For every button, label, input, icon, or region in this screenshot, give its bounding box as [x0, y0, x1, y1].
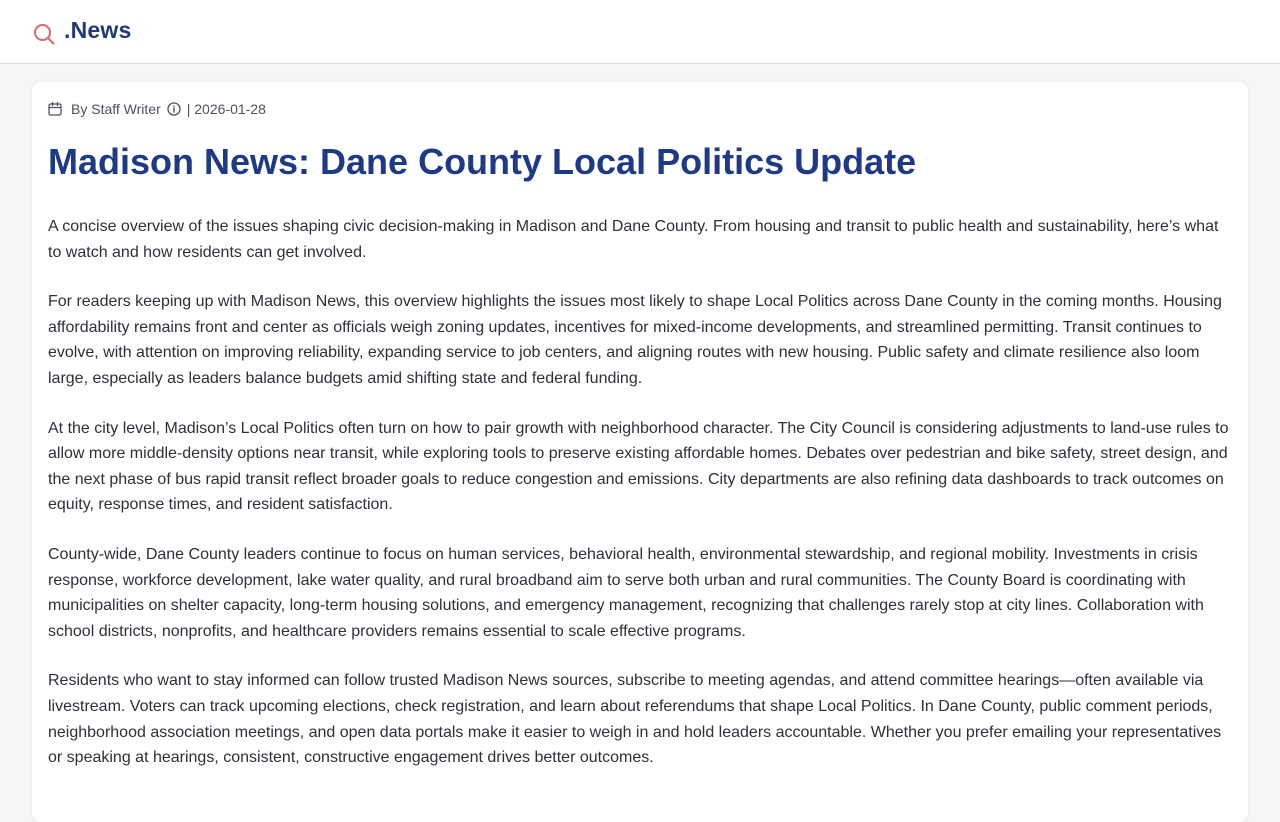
article-paragraph: Residents who want to stay informed can follow trusted Madison News sources, subscribe to meeting agendas, and attend committee hearings—often available via livestream. Voters can track upcoming elections, check registration, and learn about referendums that shape Local Politics. In Dane County, public comment periods, neighborhood association meetings, and open data portals make it easier to weigh in and hold leaders accountable. Whether you prefer emailing your representatives or speaking at hearings, consistent, constructive engagement drives better outcomes. — [48, 672, 1222, 767]
article-title: Madison News: Dane County Local Politics Update — [48, 141, 917, 182]
article-meta — [48, 100, 266, 118]
article-paragraph: At the city level, Madison’s Local Politics often turn on how to pair growth with neighborhood character. The City Council is considering adjustments to land-use rules to allow more middle-density options near transit, while exploring tools to preserve existing affordable homes. Debates over pedestrian and bike safety, street design, and the next phase of bus rapid transit reflect broader goals to reduce congestion and emissions. City departments are also refining data dashboards to track outcomes on equity, response times, and resident satisfaction. — [48, 419, 1229, 514]
site-logo-text[interactable]: .News — [64, 17, 132, 43]
article-date: | 2026-01-28 — [186, 101, 266, 117]
article-paragraph: For readers keeping up with Madison News, this overview highlights the issues most likely to shape Local Politics across Dane County in the coming months. Housing affordability remains front and center as officials weigh zoning updates, incentives for mixed-income developments, and streamlined permitting. Transit continues to evolve, with attention on improving reliability, expanding service to job centers, and aligning routes with new housing. Public safety and climate resilience also loom large, especially as leaders balance budgets amid shifting state and federal funding. — [48, 293, 1222, 387]
search-icon[interactable] — [33, 23, 55, 45]
article-body — [48, 214, 1232, 795]
calendar-icon — [48, 102, 62, 116]
article-paragraph: A concise overview of the issues shaping civic decision-making in Madison and Dane County. From housing and transit to public health and sustainability, here’s what to watch and how residents can get involved. — [48, 218, 1219, 261]
article-paragraph: County-wide, Dane County leaders continue to focus on human services, behavioral health, environmental stewardship, and regional mobility. Investments in crisis response, workforce development, lake water quality, and rural broadband aim to serve both urban and rural communities. The County Board is coordinating with municipalities on shelter capacity, long-term housing solutions, and emergency management, recognizing that challenges rarely stop at city lines. Collaboration with school districts, nonprofits, and healthcare providers remains essential to scale effective programs. — [48, 545, 1204, 640]
article-card — [32, 82, 1248, 822]
top-bar — [0, 0, 1280, 64]
info-icon — [167, 102, 181, 116]
article-author: By Staff Writer — [71, 101, 161, 117]
